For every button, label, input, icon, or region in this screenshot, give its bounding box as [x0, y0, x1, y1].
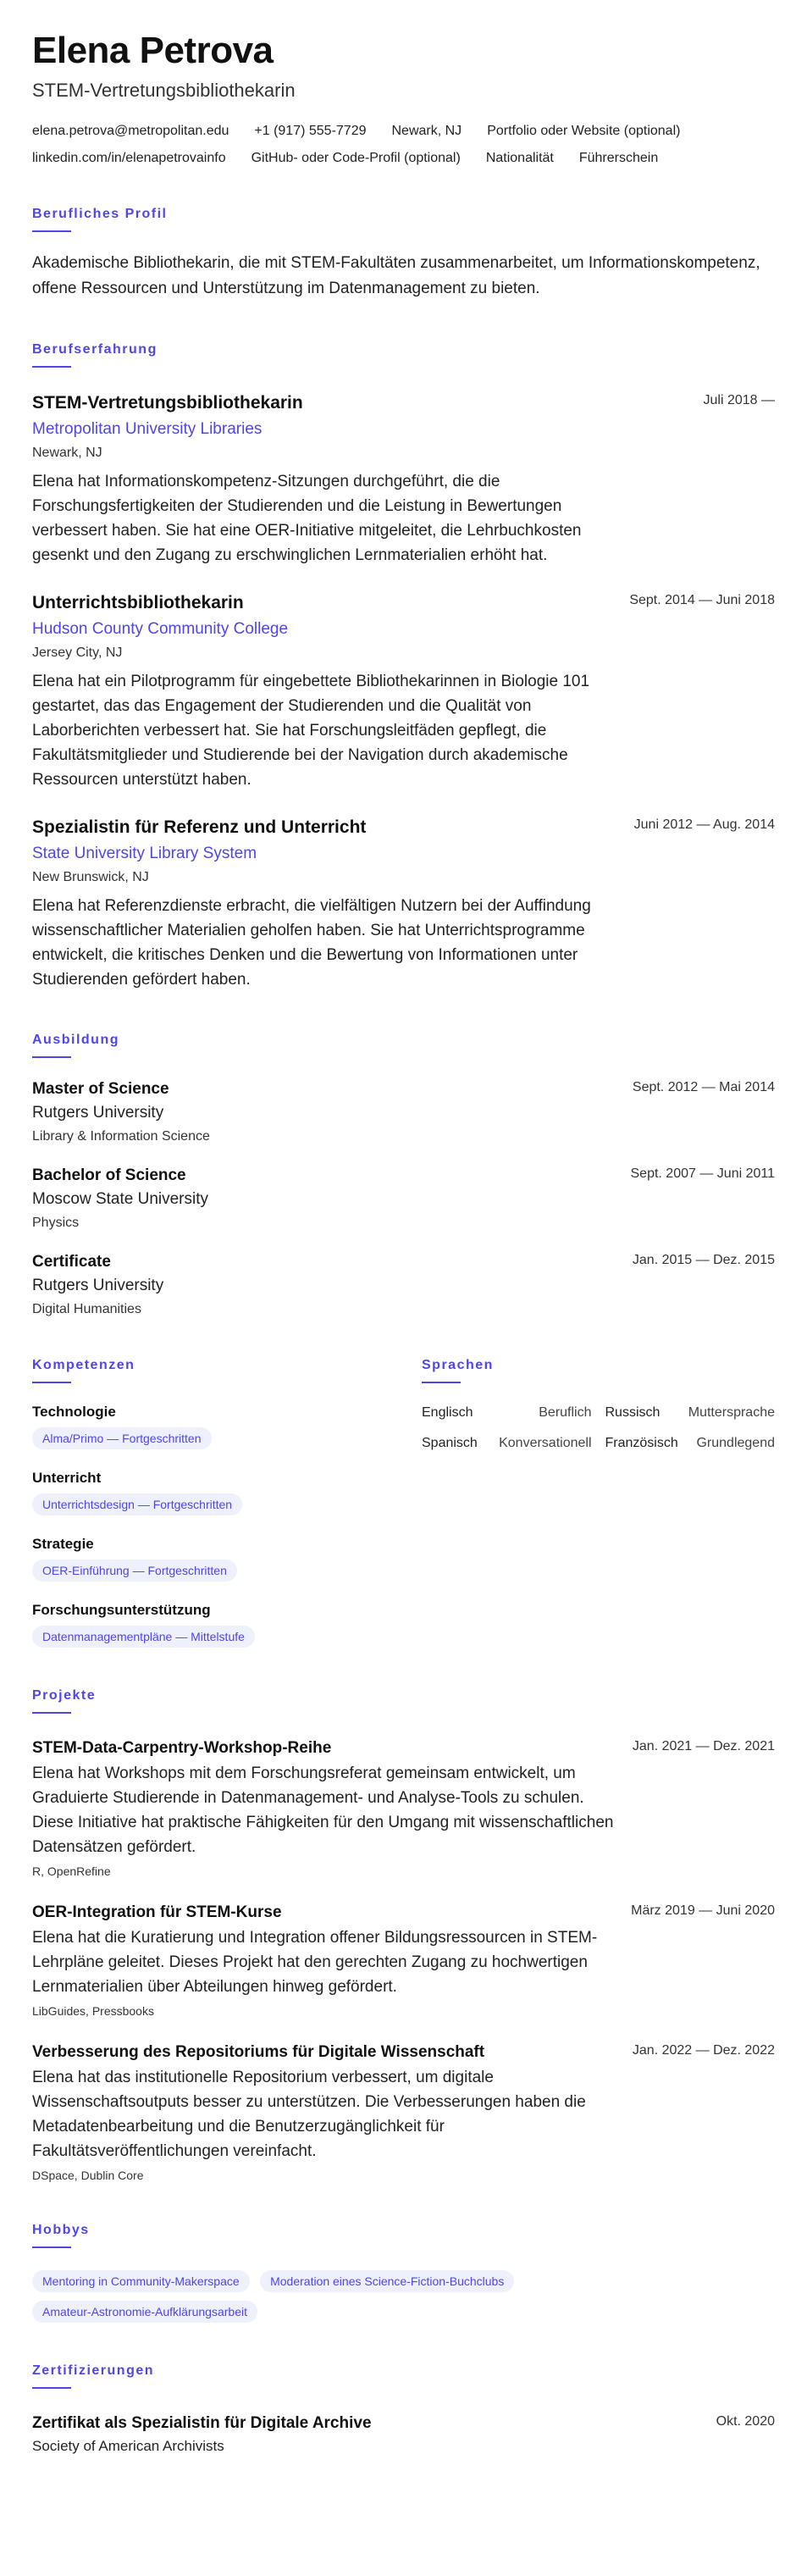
job-description: Elena hat Referenzdienste erbracht, die vielfältigen Nutzern bei der Auffindung wissenschaftlicher Materialien geholfen haben. Sie hat Unterrichtsprogramme entwickelt, die kritisches Denken und die Bewertung von Informationen unter Studierenden gefördert haben.	[32, 897, 591, 989]
language-name: Französisch	[605, 1436, 678, 1451]
experience-entry	[32, 393, 775, 568]
section-title-projects: Projekte	[32, 1688, 97, 1703]
hobby-chip: Amateur-Astronomie-Aufklärungsarbeit	[32, 2301, 257, 2323]
skills-languages-row	[32, 1358, 775, 1648]
degree-name: Certificate	[32, 1253, 111, 1271]
contact-github[interactable]: GitHub- oder Code-Profil (optional)	[251, 151, 461, 166]
section-title-certifications: Zertifizierungen	[32, 2363, 155, 2379]
contact-list	[32, 124, 777, 166]
contact-location: Newark, NJ	[391, 124, 462, 139]
language-level: Konversationell	[499, 1436, 592, 1451]
profile-section	[32, 207, 775, 302]
certifications-section	[32, 2363, 775, 2455]
contact-email[interactable]: elena.petrova@metropolitan.edu	[32, 124, 229, 139]
field-of-study: Library & Information Science	[32, 1129, 210, 1144]
language-name: Russisch	[605, 1405, 661, 1421]
project-date: Jan. 2022 — Dez. 2022	[632, 2043, 775, 2058]
resume-header	[32, 30, 775, 166]
skill-chip: Datenmanagementpläne — Mittelstufe	[32, 1626, 255, 1648]
certification-date: Okt. 2020	[716, 2414, 775, 2429]
experience-entry	[32, 817, 775, 992]
education-section	[32, 1033, 775, 1317]
language-name: Spanisch	[422, 1436, 478, 1451]
job-employer: Metropolitan University Libraries	[32, 420, 263, 439]
section-title-hobbies: Hobbys	[32, 2223, 90, 2238]
skill-chip: OER-Einführung — Fortgeschritten	[32, 1559, 237, 1582]
project-entry	[32, 1903, 775, 2018]
section-divider	[32, 366, 71, 368]
skill-group	[32, 1404, 422, 1449]
section-divider	[32, 2387, 71, 2389]
language-list	[422, 1405, 775, 1451]
project-name: STEM-Data-Carpentry-Workshop-Reihe	[32, 1739, 332, 1758]
section-divider	[32, 2246, 71, 2248]
skill-group	[32, 1470, 422, 1515]
languages-section	[422, 1358, 775, 1648]
job-location: New Brunswick, NJ	[32, 870, 149, 885]
skill-category: Strategie	[32, 1536, 94, 1553]
field-of-study: Digital Humanities	[32, 1302, 141, 1317]
experience-entry	[32, 593, 775, 792]
project-name: OER-Integration für STEM-Kurse	[32, 1903, 282, 1922]
certification-name: Zertifikat als Spezialistin für Digitale Archive	[32, 2414, 372, 2433]
project-name: Verbesserung des Repositoriums für Digitale Wissenschaft	[32, 2043, 485, 2062]
degree-name: Bachelor of Science	[32, 1166, 186, 1185]
hobby-chip: Moderation eines Science-Fiction-Buchclubs	[260, 2270, 514, 2292]
language-item	[422, 1436, 592, 1451]
school-name: Moscow State University	[32, 1190, 209, 1209]
skill-group	[32, 1536, 422, 1582]
section-title-education: Ausbildung	[32, 1033, 119, 1048]
degree-name: Master of Science	[32, 1080, 169, 1099]
candidate-name: Elena Petrova	[32, 30, 274, 71]
section-title-profile: Berufliches Profil	[32, 207, 168, 222]
section-title-skills: Kompetenzen	[32, 1358, 135, 1373]
experience-section	[32, 342, 775, 992]
project-entry	[32, 2043, 775, 2182]
project-date: Jan. 2021 — Dez. 2021	[632, 1739, 775, 1754]
section-divider	[32, 1382, 71, 1383]
skill-group	[32, 1602, 422, 1648]
job-title: STEM-Vertretungsbibliothekarin	[32, 393, 303, 413]
contact-phone[interactable]: +1 (917) 555-7729	[254, 124, 367, 139]
job-description: Elena hat ein Pilotprogramm für eingebettete Bibliothekarinnen in Biologie 101 gestartet, das das Engagement der Studierenden und die Qualität von Laborberichten verbessert hat. Sie hat Forschungsleitfäden gepflegt, die Fakultätsmitglieder und Studierende bei der Navigation durch akademische Ressourcen unterstützt haben.	[32, 673, 590, 789]
language-item	[605, 1405, 776, 1421]
skill-category: Technologie	[32, 1404, 116, 1421]
language-level: Grundlegend	[696, 1436, 775, 1451]
project-date: März 2019 — Juni 2020	[631, 1903, 775, 1919]
section-title-experience: Berufserfahrung	[32, 342, 158, 357]
job-employer: State University Library System	[32, 845, 257, 863]
skill-chip: Alma/Primo — Fortgeschritten	[32, 1427, 212, 1449]
skill-chip: Unterrichtsdesign — Fortgeschritten	[32, 1493, 242, 1515]
job-date: Juli 2018 —	[703, 393, 775, 408]
hobby-list	[32, 2262, 625, 2323]
degree-date: Sept. 2012 — Mai 2014	[632, 1080, 775, 1095]
school-name: Rutgers University	[32, 1277, 164, 1295]
school-name: Rutgers University	[32, 1104, 164, 1122]
field-of-study: Physics	[32, 1216, 80, 1231]
job-date: Sept. 2014 — Juni 2018	[629, 593, 775, 608]
project-tools: LibGuides, Pressbooks	[32, 2004, 154, 2019]
project-description: Elena hat Workshops mit dem Forschungsreferat gemeinsam entwickelt, um Graduierte Studierende in Datenmanagement- und Analyse-Tools zu schulen. Diese Initiative hat praktische Fähigkeiten für den Umgang mit wissenschaftlichen Datensätzen gefördert.	[32, 1764, 614, 1857]
project-entry	[32, 1739, 775, 1878]
section-divider	[32, 1712, 71, 1714]
job-description: Elena hat Informationskompetenz-Sitzungen durchgeführt, die die Forschungsfertigkeiten der Studierenden und die Leistung in Bewertungen verbessert haben. Sie hat eine OER-Initiative mitgeleitet, die Lehrbuchkosten gesenkt und den Zugang zu erschwinglichen Lernmaterialien erhöht hat.	[32, 473, 582, 565]
job-location: Jersey City, NJ	[32, 645, 123, 661]
degree-date: Jan. 2015 — Dez. 2015	[632, 1253, 775, 1268]
language-item	[422, 1405, 592, 1421]
projects-section	[32, 1688, 775, 2182]
project-description: Elena hat die Kuratierung und Integration offener Bildungsressourcen in STEM-Lehrpläne geleitet. Dieses Projekt hat den gerechten Zugang zu hochwertigen Lernmaterialien über Abteilungen hinweg gefördert.	[32, 1929, 598, 1997]
section-divider	[422, 1382, 461, 1383]
education-entry	[32, 1080, 775, 1144]
certification-entry	[32, 2414, 775, 2455]
candidate-headline: STEM-Vertretungsbibliothekarin	[32, 80, 296, 102]
contact-license: Führerschein	[578, 151, 659, 166]
job-title: Unterrichtsbibliothekarin	[32, 593, 244, 613]
skill-category: Forschungsunterstützung	[32, 1602, 211, 1619]
language-item	[605, 1436, 776, 1451]
skills-section	[32, 1358, 422, 1648]
hobbies-section	[32, 2223, 775, 2323]
section-title-languages: Sprachen	[422, 1358, 494, 1373]
language-level: Muttersprache	[688, 1405, 775, 1421]
contact-portfolio[interactable]: Portfolio oder Website (optional)	[487, 124, 681, 139]
language-level: Beruflich	[539, 1405, 592, 1421]
job-location: Newark, NJ	[32, 446, 102, 461]
contact-linkedin[interactable]: linkedin.com/in/elenapetrovainfo	[32, 151, 226, 166]
education-entry	[32, 1253, 775, 1317]
section-divider	[32, 1056, 71, 1058]
project-tools: DSpace, Dublin Core	[32, 2169, 144, 2183]
contact-nationality: Nationalität	[485, 151, 554, 166]
certification-issuer: Society of American Archivists	[32, 2438, 224, 2455]
hobby-chip: Mentoring in Community-Makerspace	[32, 2270, 250, 2292]
degree-date: Sept. 2007 — Juni 2011	[630, 1166, 775, 1182]
job-employer: Hudson County Community College	[32, 620, 289, 639]
language-name: Englisch	[422, 1405, 473, 1421]
job-title: Spezialistin für Referenz und Unterricht	[32, 817, 367, 838]
section-divider	[32, 230, 71, 232]
skill-category: Unterricht	[32, 1470, 102, 1487]
profile-summary: Akademische Bibliothekarin, die mit STEM-Fakultäten zusammenarbeitet, um Informationskompetenz, offene Ressourcen und Unterstützung im Datenmanagement zu bieten.	[32, 254, 760, 298]
education-entry	[32, 1166, 775, 1231]
job-date: Juni 2012 — Aug. 2014	[633, 817, 775, 833]
project-description: Elena hat das institutionelle Repositorium verbessert, um digitale Wissenschaftsoutputs besser zu unterstützen. Die Verbesserungen haben die Metadatenbearbeitung und die Benutzerzugänglichkeit für Fakultätsveröffentlichungen vereinfacht.	[32, 2069, 586, 2161]
project-tools: R, OpenRefine	[32, 1864, 111, 1879]
